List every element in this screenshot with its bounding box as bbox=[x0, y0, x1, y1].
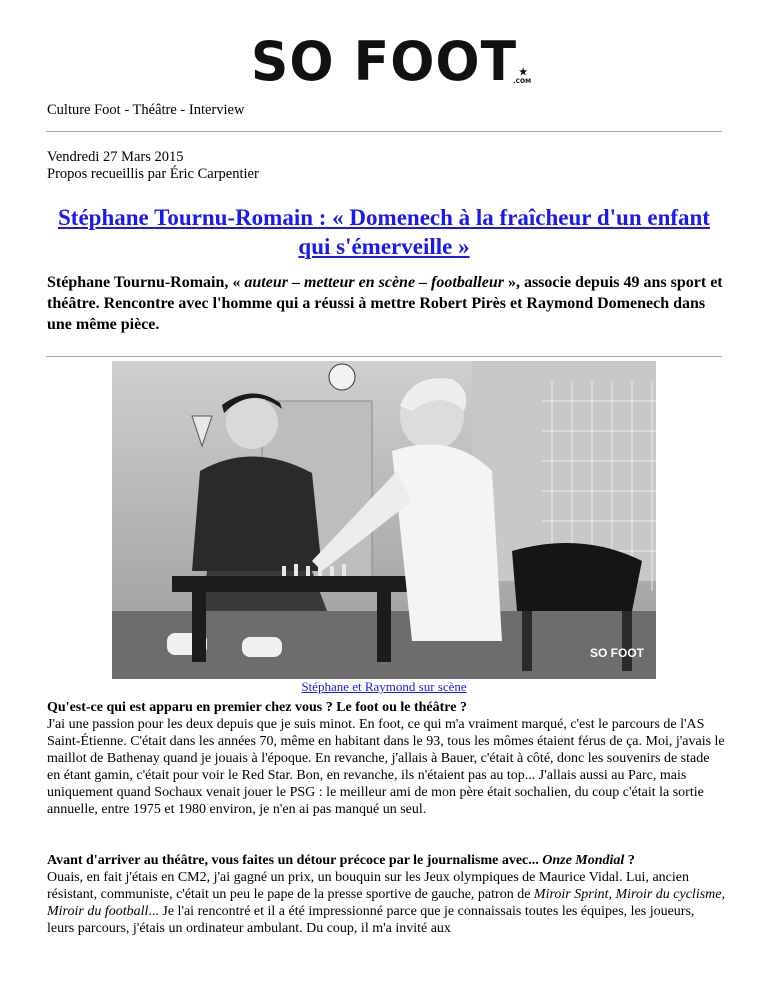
answer-text-end: ... Je l'ai rencontré et il a été impressionné parce que je connaissais toutes les équipes, les joueurs, leurs parcours, j'étais un ordinateur ambulant. Du coup, il m'a invité aux bbox=[47, 904, 695, 936]
question-end: ? bbox=[624, 853, 635, 868]
divider bbox=[46, 356, 722, 357]
star-icon: ★ bbox=[518, 65, 530, 79]
answer-text: Ouais, en fait j'étais en CM2, j'ai gagné un prix, un bouquin sur les Jeux olympiques de Maurice Vidal. Lui, ancien résistant, communiste, c'était un peu le pape de la presse sportive de gauche, patron de bbox=[47, 870, 689, 902]
article-lede bbox=[47, 272, 727, 335]
breadcrumb: Culture Foot - Théâtre - Interview bbox=[47, 102, 245, 118]
question-italic: Onze Mondial bbox=[542, 853, 625, 868]
answer bbox=[47, 869, 725, 937]
question: Qu'est-ce qui est apparu en premier chez vous ? Le foot ou le théâtre ? bbox=[47, 700, 467, 715]
article-meta bbox=[47, 149, 259, 183]
answer-italic: Miroir Sprint, Miroir du cyclisme, Miroir du football bbox=[47, 887, 725, 919]
question bbox=[47, 852, 725, 869]
logo-text: SO FOOT bbox=[250, 30, 518, 94]
lede-text-end: », associe depuis 49 ans sport et théâtre. Rencontre avec l'homme qui a réussi à mettre Robert Pirès et Raymond Domenech dans une même pièce. bbox=[47, 274, 723, 333]
lede-italic: auteur – metteur en scène – footballeur bbox=[244, 274, 504, 291]
qa-block-2 bbox=[47, 852, 725, 937]
photo-watermark: SO FOOT bbox=[590, 646, 644, 660]
photo-illustration bbox=[112, 361, 656, 679]
answer: J'ai une passion pour les deux depuis que je suis minot. En foot, ce qui m'a vraiment marqué, c'est le parcours de l'AS Saint-Étienne. C'était dans les années 70, même en habitant dans le 93, tous les mômes étaient férus de ça. Moi, j'avais le maillot de Bathenay quand je jouais à l'époque. En revanche, j'allais à Bauer, c'était à côté, donc les souvenirs de stade en étant gamin, c'était pour voir le Red Star. Bon, en revanche, ils n'étaient pas au top... J'allais aussi au Parc, mais uniquement quand Sochaux venait jouer le PSG : le meilleur ami de mon père était sochalien, du coup c'était la sortie annuelle, entre 1975 et 1980 environ, je n'en ai pas manqué un seul. bbox=[47, 717, 725, 817]
logo-com: .COM bbox=[513, 77, 532, 86]
photo-caption[interactable]: Stéphane et Raymond sur scène bbox=[301, 679, 467, 694]
qa-block-1 bbox=[47, 699, 725, 818]
so-foot-logo[interactable] bbox=[250, 30, 532, 94]
article-author: Propos recueillis par Éric Carpentier bbox=[47, 166, 259, 182]
lede-text: Stéphane Tournu-Romain, « bbox=[47, 274, 245, 291]
question-text: Avant d'arriver au théâtre, vous faites un détour précoce par le journalisme avec... bbox=[47, 853, 543, 868]
article-title[interactable]: Stéphane Tournu-Romain : « Domenech à la fraîcheur d'un enfant qui s'émerveille » bbox=[58, 205, 710, 259]
article-date: Vendredi 27 Mars 2015 bbox=[47, 149, 184, 165]
article-photo bbox=[112, 361, 656, 679]
masthead bbox=[0, 30, 768, 94]
divider bbox=[46, 131, 722, 132]
